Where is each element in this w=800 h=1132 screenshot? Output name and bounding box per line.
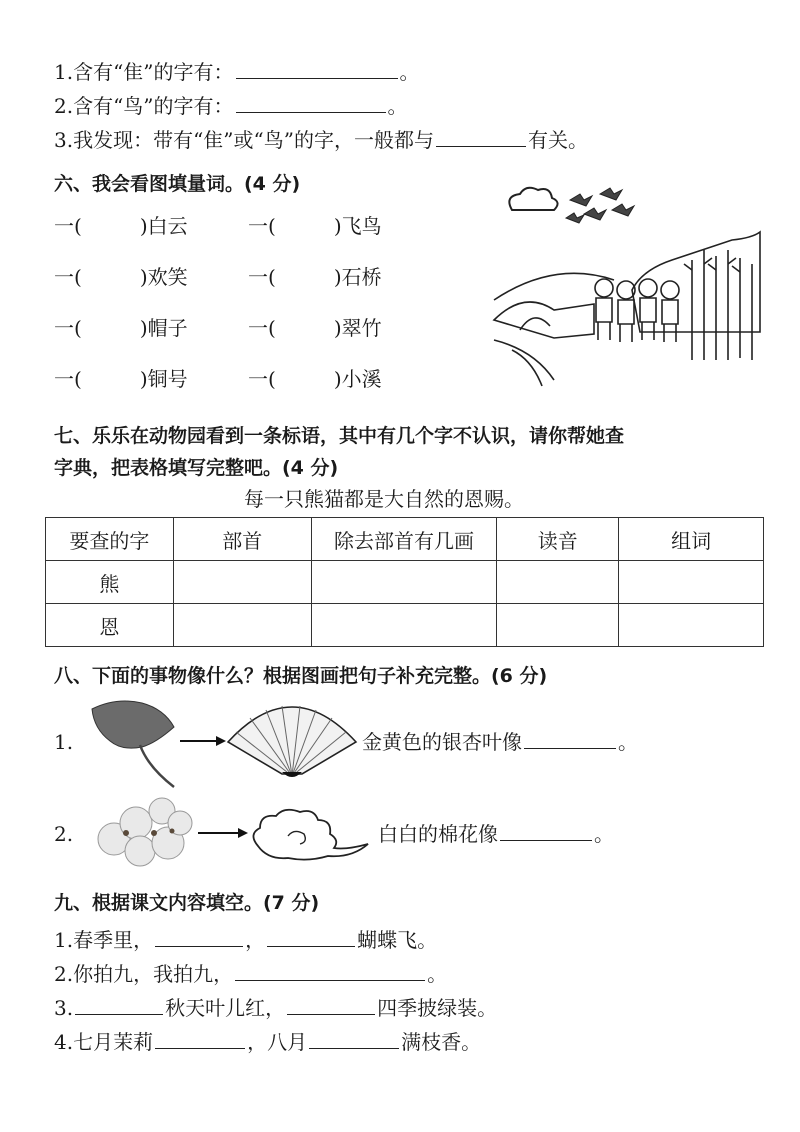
mw-prefix: 一( — [54, 265, 82, 289]
mw-noun: )帽子 — [139, 316, 188, 340]
q9-3-text-c: 四季披绿装。 — [377, 996, 498, 1020]
q9-2-line — [54, 960, 447, 988]
header-cell: 部首 — [173, 518, 311, 561]
q8-1-text: 金黄色的银杏叶像 — [362, 730, 522, 754]
q5-3-end: 有关。 — [527, 128, 588, 152]
arrow-right-icon — [198, 825, 248, 841]
mw-row-1 — [54, 212, 188, 240]
q8-2-text: 白白的棉花像 — [378, 822, 498, 846]
section8-title: 八、下面的事物像什么？根据图画把句子补充完整。(6 分) — [54, 665, 548, 687]
mw-prefix: 一( — [54, 214, 82, 238]
section6-title: 六、我会看图填量词。(4 分) — [54, 173, 301, 195]
mw-prefix: 一( — [248, 316, 276, 340]
q9-1-line — [54, 926, 437, 954]
section9-title: 九、根据课文内容填空。(7 分) — [54, 892, 320, 914]
q9-1-blank-1[interactable] — [155, 928, 243, 947]
dictionary-table — [45, 517, 764, 647]
q9-1-text-c: 蝴蝶飞。 — [357, 928, 438, 952]
mw-prefix: 一( — [248, 265, 276, 289]
mw-row-4-right — [248, 365, 382, 393]
answer-cell[interactable] — [619, 561, 764, 604]
q9-3-text-b: 秋天叶儿红， — [165, 996, 286, 1020]
q9-1-text-a: 1.春季里， — [54, 928, 154, 952]
answer-cell[interactable] — [173, 561, 311, 604]
ginkgo-leaf-icon — [86, 697, 178, 789]
mw-prefix: 一( — [248, 214, 276, 238]
mw-noun: )飞鸟 — [333, 214, 382, 238]
q5-3-label: 3.我发现：带有“隹”或“鸟”的字，一般都与 — [54, 128, 434, 152]
mw-row-2-right — [248, 263, 382, 291]
q9-3-blank-1[interactable] — [75, 996, 163, 1015]
q5-1-blank[interactable] — [236, 60, 398, 79]
mw-row-3 — [54, 314, 188, 342]
mw-noun: )白云 — [139, 214, 188, 238]
q9-2-text-a: 2.你拍九，我拍九， — [54, 962, 234, 986]
mw-row-2 — [54, 263, 188, 291]
q9-2-text-b: 。 — [427, 962, 448, 986]
q9-3-blank-2[interactable] — [287, 996, 375, 1015]
q8-2-end: 。 — [594, 822, 614, 846]
q9-3-text-a: 3. — [54, 996, 74, 1020]
q9-2-blank[interactable] — [235, 962, 425, 981]
q9-1-text-b: ， — [245, 928, 266, 952]
q9-4-text-a: 4.七月茉莉 — [54, 1030, 154, 1054]
lookup-char: 恩 — [46, 604, 174, 647]
q8-2-num: 2. — [54, 822, 74, 846]
q8-1-num: 1. — [54, 730, 74, 754]
table-header-row — [46, 518, 764, 561]
q8-2-blank[interactable] — [500, 822, 592, 841]
q5-3-line — [54, 126, 588, 154]
q5-2-end: 。 — [387, 94, 408, 118]
bridge-children-scene-icon — [494, 232, 760, 386]
cloud-outline-icon — [248, 806, 370, 864]
q9-4-blank-2[interactable] — [309, 1030, 399, 1049]
q8-1-blank[interactable] — [524, 730, 616, 749]
q9-4-line — [54, 1028, 481, 1056]
section7-title-line2: 字典，把表格填写完整吧。(4 分) — [54, 457, 339, 479]
q5-1-label: 1.含有“隹”的字有： — [54, 60, 234, 84]
mw-row-4 — [54, 365, 188, 393]
q5-2-line — [54, 92, 408, 120]
table-row — [46, 561, 764, 604]
table-row — [46, 604, 764, 647]
header-cell: 读音 — [497, 518, 619, 561]
mw-noun: )小溪 — [333, 367, 382, 391]
mw-noun: )铜号 — [139, 367, 188, 391]
answer-cell[interactable] — [311, 604, 497, 647]
mw-row-3-right — [248, 314, 382, 342]
scene-illustration — [492, 180, 762, 392]
q8-1-end: 。 — [618, 730, 638, 754]
header-cell: 要查的字 — [46, 518, 174, 561]
q5-2-blank[interactable] — [236, 94, 386, 113]
folding-fan-icon — [226, 702, 358, 782]
q9-4-text-c: 满枝香。 — [401, 1030, 482, 1054]
answer-cell[interactable] — [311, 561, 497, 604]
header-cell: 组词 — [619, 518, 764, 561]
q8-2-line — [378, 820, 614, 848]
answer-cell[interactable] — [497, 561, 619, 604]
q9-3-line — [54, 994, 497, 1022]
answer-cell[interactable] — [619, 604, 764, 647]
q9-4-blank-1[interactable] — [155, 1030, 245, 1049]
mw-noun: )欢笑 — [139, 265, 188, 289]
mw-noun: )翠竹 — [333, 316, 382, 340]
q5-3-blank[interactable] — [436, 128, 526, 147]
cotton-icon — [92, 793, 196, 873]
answer-cell[interactable] — [497, 604, 619, 647]
q9-4-text-b: ，八月 — [247, 1030, 308, 1054]
mw-row-1-right — [248, 212, 382, 240]
q9-1-blank-2[interactable] — [267, 928, 355, 947]
header-cell: 除去部首有几画 — [311, 518, 497, 561]
slogan: 每一只熊猫都是大自然的恩赐。 — [244, 487, 524, 511]
cloud-icon — [509, 188, 557, 210]
arrow-right-icon — [180, 733, 226, 749]
q5-1-line — [54, 58, 420, 86]
mw-prefix: 一( — [54, 316, 82, 340]
q5-1-end: 。 — [399, 60, 420, 84]
answer-cell[interactable] — [173, 604, 311, 647]
q5-2-label: 2.含有“鸟”的字有： — [54, 94, 234, 118]
q8-1-line — [362, 728, 638, 756]
mw-prefix: 一( — [54, 367, 82, 391]
lookup-char: 熊 — [46, 561, 174, 604]
mw-prefix: 一( — [248, 367, 276, 391]
mw-noun: )石桥 — [333, 265, 382, 289]
flying-birds-icon — [566, 188, 634, 223]
section7-title-line1: 七、乐乐在动物园看到一条标语，其中有几个字不认识，请你帮她查 — [54, 425, 625, 447]
